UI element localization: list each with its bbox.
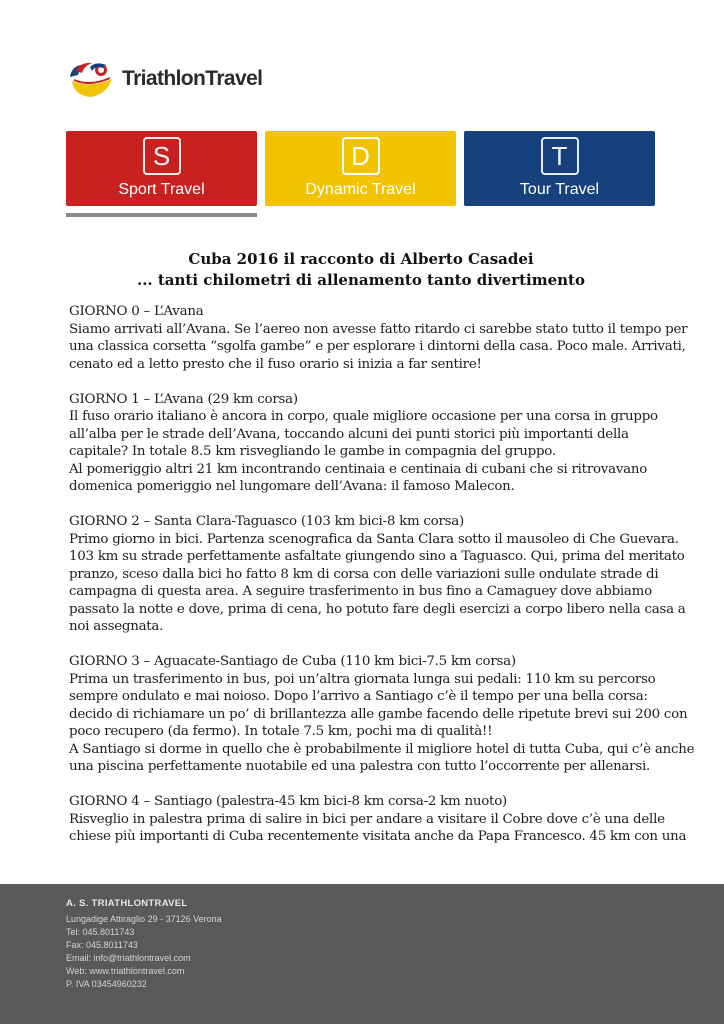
page-footer [0,884,724,1024]
logo-text: TriathlonTravel [122,67,263,90]
paragraph-line: chiese più importanti di Cuba recentemente visitata anche da Papa Francesco. 45 km con una [69,829,687,844]
article-title: Cuba 2016 il racconto di Alberto Casadei [188,250,534,268]
paragraph-line: cenato ed a letto presto che il fuso orario si inizia a far sentire! [69,356,482,372]
footer-address: Lungadige Attiraglio 29 - 37126 Verona [66,914,222,924]
footer-fax: Fax: 045.8011743 [66,940,138,950]
paragraph-line: passato la notte e dove, prima di cena, ho potuto fare degli esercizi a corpo libero nella casa a [69,601,686,617]
paragraph-line: Risveglio in palestra prima di salire in bici per andare a visitare il Cobre dove c’è una delle [69,811,665,827]
paragraph-line: campagna di questa area. A seguire trasferimento in bus fino a Camaguey dove abbiamo [69,584,652,599]
day-heading: GIORNO 0 – L’Avana [69,304,204,319]
tour-travel-card[interactable] [464,131,655,206]
day-heading: GIORNO 2 – Santa Clara-Taguasco (103 km bici-8 km corsa) [69,514,464,529]
paragraph-line: all’alba per le strade dell’Avana, toccando alcuni dei punti storici più importanti della [69,426,629,442]
paragraph-line: Siamo arrivati all’Avana. Se l’aereo non avesse fatto ritardo ci sarebbe stato tutto il tempo per [69,321,688,337]
paragraph-line: 103 km su strade perfettamente asfaltate giungendo sino a Taguasco. Qui, prima del meritato [69,549,685,564]
paragraph-line: una piscina perfettamente nuotabile ed una palestra con tutto l’occorrente per allenarsi. [69,759,650,774]
footer-phone: Tel: 045.8011743 [66,927,135,937]
day-section [69,653,695,776]
dynamic-travel-card[interactable] [265,131,456,206]
article-body [69,303,695,863]
letter-d-icon: D [342,137,380,175]
day-section [69,303,688,373]
paragraph-line: una classica corsetta “sgolfa gambe” e per esplorare i dintorni della casa. Poco male. Arrivati, [69,339,686,354]
footer-email-link[interactable]: Email: info@triathlontravel.com [66,953,191,963]
active-category-underline [66,213,257,217]
letter-s-icon: S [143,137,181,175]
article-subtitle: ... tanti chilometri di allenamento tanto divertimento [136,271,585,289]
letter-t-icon: T [541,137,579,175]
paragraph-line: sempre ondulato e mai noioso. Dopo l’arrivo a Santiago c’è il tempo per una bella corsa: [69,689,648,704]
paragraph-line: Prima un trasferimento in bus, poi un’altra giornata lunga sui pedali: 110 km su percorso [69,671,656,687]
day-heading: GIORNO 1 – L’Avana (29 km corsa) [69,391,298,407]
card-label: Tour Travel [519,181,600,198]
day-heading: GIORNO 3 – Aguacate-Santiago de Cuba (110 km bici-7.5 km corsa) [69,654,516,669]
paragraph-line: Primo giorno in bici. Partenza scenografica da Santa Clara sotto il mausoleo di Che Guevara. [69,531,679,547]
sport-travel-card[interactable] [66,131,257,206]
paragraph-line: Al pomeriggio altri 21 km incontrando centinaia e centinaia di cubani che si ritrovavano [69,461,648,477]
paragraph-line: decido di richiamare un po’ di brillantezza alle gambe facendo delle ripetute brevi sui 200 con [69,706,688,722]
paragraph-line: capitale? In totale 8.5 km risvegliando le gambe in compagnia del gruppo. [69,444,556,459]
paragraph-line: domenica pomeriggio nel lungomare dell’Avana: il famoso Malecon. [69,479,515,494]
brand-logo[interactable] [66,58,262,100]
card-label: Sport Travel [118,181,205,198]
footer-company: A. S. TRIATHLONTRAVEL [66,898,188,909]
footer-web-link[interactable]: Web: www.triathlontravel.com [66,966,185,976]
day-section [69,391,659,496]
paragraph-line: noi assegnata. [69,619,164,634]
logo-mark-icon [66,59,116,99]
paragraph-line: A Santiago si dorme in quello che è probabilmente il migliore hotel di tutta Cuba, qui c’è anche [69,741,695,757]
paragraph-line: poco recupero (da fermo). In totale 7.5 km, pochi ma di qualità!! [69,724,493,739]
paragraph-line: pranzo, sceso dalla bici ho fatto 8 km di corsa con delle variazioni sulle ondulate strade di [69,566,659,582]
day-section [69,793,687,846]
card-label: Dynamic Travel [305,181,416,198]
footer-vat: P. IVA 03454960232 [66,979,147,989]
day-heading: GIORNO 4 – Santiago (palestra-45 km bici-8 km corsa-2 km nuoto) [69,794,507,809]
day-section [69,513,686,636]
paragraph-line: Il fuso orario italiano è ancora in corpo, quale migliore occasione per una corsa in gruppo [69,409,658,424]
